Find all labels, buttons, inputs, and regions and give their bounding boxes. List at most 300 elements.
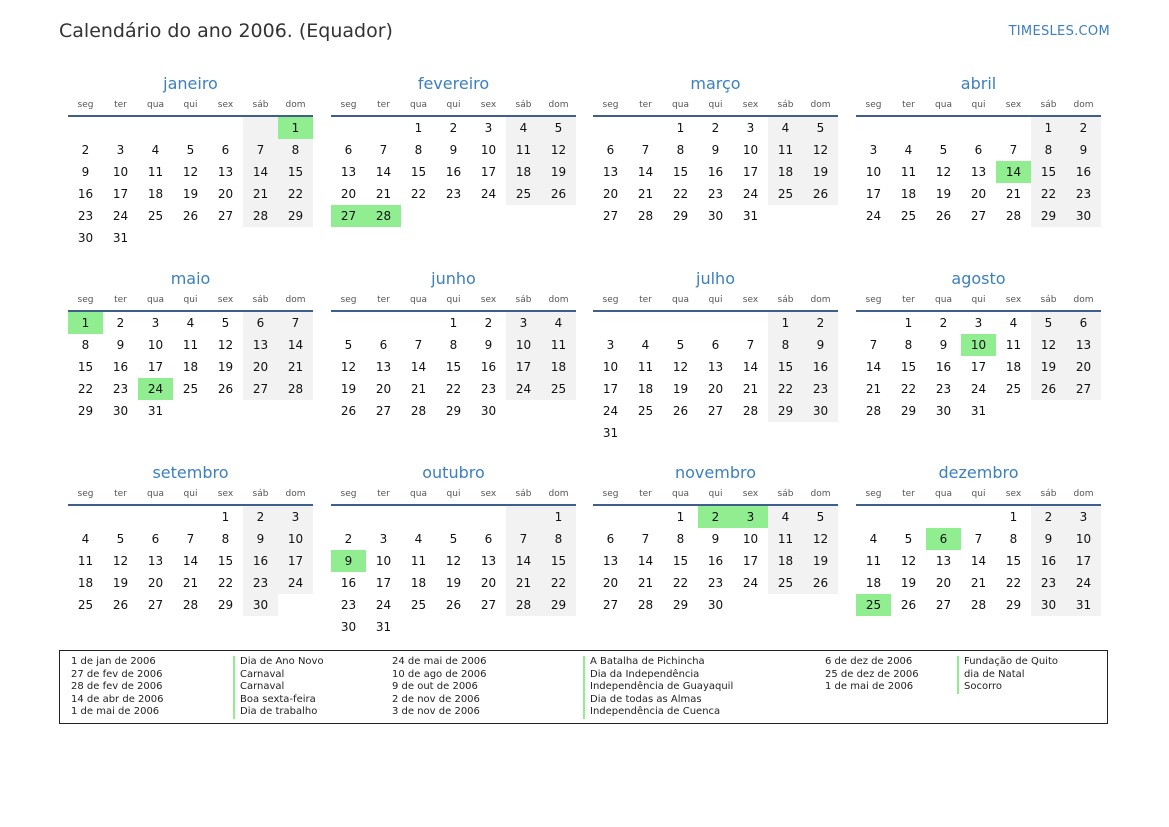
day-cell: 22 bbox=[672, 576, 689, 590]
weekday-label: dom bbox=[548, 100, 569, 110]
day-cell: 9 bbox=[1066, 139, 1101, 161]
day-cell: 22 bbox=[541, 572, 576, 594]
weekday-header bbox=[331, 488, 576, 506]
day-cell: 6 bbox=[379, 338, 388, 352]
day-cell: 11 bbox=[1005, 338, 1022, 352]
day-cell: 19 bbox=[1031, 356, 1066, 378]
day-cell: 19 bbox=[935, 187, 952, 201]
day-cell: 10 bbox=[375, 554, 392, 568]
day-cell: 22 bbox=[278, 183, 313, 205]
day-cell: 10 bbox=[602, 360, 619, 374]
day-cell: 28 bbox=[742, 404, 759, 418]
day-cell: 14 bbox=[375, 165, 392, 179]
day-cell: 13 bbox=[970, 165, 987, 179]
empty-cell bbox=[506, 205, 541, 227]
day-cell: 10 bbox=[865, 165, 882, 179]
empty-cell bbox=[436, 506, 471, 528]
day-cell: 11 bbox=[77, 554, 94, 568]
day-cell: 13 bbox=[243, 334, 278, 356]
day-cell: 5 bbox=[449, 532, 458, 546]
holiday-name: A Batalha de Pichincha bbox=[583, 656, 705, 669]
day-cell: 8 bbox=[541, 528, 576, 550]
day-cell: 15 bbox=[900, 360, 917, 374]
day-cell: 15 bbox=[1031, 161, 1066, 183]
day-cell: 24 bbox=[506, 378, 541, 400]
empty-cell bbox=[401, 312, 436, 334]
day-cell: 22 bbox=[410, 187, 427, 201]
empty-cell bbox=[803, 422, 838, 444]
weekday-label: qui bbox=[971, 489, 986, 499]
day-cell: 12 bbox=[340, 360, 357, 374]
day-cell: 19 bbox=[803, 550, 838, 572]
weekday-header bbox=[856, 99, 1101, 117]
weekday-label: qui bbox=[971, 100, 986, 110]
weekday-label: seg bbox=[77, 100, 94, 110]
empty-cell bbox=[768, 422, 803, 444]
weekday-label: ter bbox=[377, 295, 390, 305]
day-cell: 16 bbox=[243, 550, 278, 572]
day-cell: 1 bbox=[541, 506, 576, 528]
weekday-label: ter bbox=[377, 489, 390, 499]
weekday-label: ter bbox=[377, 100, 390, 110]
day-cell: 26 bbox=[803, 183, 838, 205]
weekday-label: seg bbox=[340, 489, 357, 499]
day-cell: 2 bbox=[484, 316, 493, 330]
holiday-date: 14 de abr de 2006 bbox=[71, 693, 164, 705]
day-cell: 28 bbox=[366, 205, 401, 227]
day-cell: 12 bbox=[935, 165, 952, 179]
day-cell: 30 bbox=[77, 231, 94, 245]
day-cell: 20 bbox=[970, 187, 987, 201]
day-cell: 27 bbox=[935, 598, 952, 612]
day-cell: 7 bbox=[1009, 143, 1018, 157]
empty-cell bbox=[961, 117, 996, 139]
day-cell: 3 bbox=[869, 143, 878, 157]
holiday-name: Fundação de Quito bbox=[957, 656, 1058, 669]
day-cell: 9 bbox=[331, 550, 366, 572]
empty-cell bbox=[208, 227, 243, 249]
month-name: janeiro bbox=[163, 74, 218, 93]
month-dezembro bbox=[856, 462, 1101, 616]
day-cell: 26 bbox=[803, 572, 838, 594]
day-cell: 12 bbox=[445, 554, 462, 568]
empty-cell bbox=[68, 117, 103, 139]
empty-cell bbox=[138, 506, 173, 528]
day-grid bbox=[856, 312, 1101, 422]
day-cell: 5 bbox=[803, 117, 838, 139]
day-cell: 15 bbox=[217, 554, 234, 568]
weekday-label: qui bbox=[708, 295, 723, 305]
month-julho bbox=[593, 268, 838, 444]
empty-cell bbox=[768, 594, 803, 616]
site-link[interactable]: TIMESLES.COM bbox=[1008, 24, 1110, 39]
day-cell: 10 bbox=[961, 334, 996, 356]
day-cell: 14 bbox=[637, 165, 654, 179]
month-maio bbox=[68, 268, 313, 422]
day-cell: 3 bbox=[746, 121, 755, 135]
day-cell: 23 bbox=[707, 187, 724, 201]
weekday-label: seg bbox=[77, 489, 94, 499]
weekday-label: sáb bbox=[777, 489, 794, 499]
empty-cell bbox=[1031, 400, 1066, 422]
day-cell: 9 bbox=[449, 143, 458, 157]
day-cell: 7 bbox=[243, 139, 278, 161]
empty-cell bbox=[733, 594, 768, 616]
day-cell: 18 bbox=[77, 576, 94, 590]
weekday-label: ter bbox=[639, 295, 652, 305]
day-cell: 21 bbox=[742, 382, 759, 396]
weekday-label: dom bbox=[810, 489, 831, 499]
empty-cell bbox=[593, 312, 628, 334]
day-cell: 24 bbox=[480, 187, 497, 201]
day-cell: 4 bbox=[186, 316, 195, 330]
empty-cell bbox=[366, 117, 401, 139]
weekday-label: qua bbox=[147, 100, 164, 110]
empty-cell bbox=[208, 400, 243, 422]
day-cell: 28 bbox=[278, 378, 313, 400]
day-cell: 13 bbox=[602, 554, 619, 568]
day-cell: 10 bbox=[147, 338, 164, 352]
month-name: junho bbox=[431, 269, 476, 288]
empty-cell bbox=[331, 117, 366, 139]
day-cell: 8 bbox=[768, 334, 803, 356]
day-cell: 27 bbox=[1066, 378, 1101, 400]
weekday-label: sáb bbox=[1040, 295, 1057, 305]
day-cell: 24 bbox=[602, 404, 619, 418]
weekday-label: qui bbox=[183, 295, 198, 305]
weekday-label: ter bbox=[114, 100, 127, 110]
day-cell: 18 bbox=[182, 360, 199, 374]
day-cell: 13 bbox=[375, 360, 392, 374]
day-cell: 29 bbox=[77, 404, 94, 418]
weekday-label: seg bbox=[602, 100, 619, 110]
day-cell: 28 bbox=[637, 598, 654, 612]
day-cell: 15 bbox=[541, 550, 576, 572]
day-cell: 28 bbox=[1005, 209, 1022, 223]
empty-cell bbox=[628, 422, 663, 444]
weekday-label: qua bbox=[672, 489, 689, 499]
day-cell: 30 bbox=[340, 620, 357, 634]
weekday-header bbox=[68, 99, 313, 117]
day-cell: 23 bbox=[445, 187, 462, 201]
day-cell: 29 bbox=[217, 598, 234, 612]
day-cell: 8 bbox=[221, 532, 230, 546]
month-name: julho bbox=[696, 269, 735, 288]
day-cell: 23 bbox=[243, 572, 278, 594]
day-cell: 5 bbox=[541, 117, 576, 139]
day-grid bbox=[331, 506, 576, 638]
empty-cell bbox=[173, 506, 208, 528]
day-cell: 17 bbox=[742, 165, 759, 179]
day-cell: 14 bbox=[182, 554, 199, 568]
day-cell: 24 bbox=[1066, 572, 1101, 594]
empty-cell bbox=[996, 117, 1031, 139]
holiday-date: 1 de jan de 2006 bbox=[71, 656, 156, 667]
empty-cell bbox=[803, 205, 838, 227]
day-cell: 11 bbox=[865, 554, 882, 568]
day-cell: 10 bbox=[742, 143, 759, 157]
day-cell: 8 bbox=[1031, 139, 1066, 161]
day-cell: 7 bbox=[414, 338, 423, 352]
day-cell: 1 bbox=[904, 316, 913, 330]
day-cell: 17 bbox=[506, 356, 541, 378]
day-cell: 10 bbox=[1066, 528, 1101, 550]
day-cell: 20 bbox=[602, 576, 619, 590]
weekday-label: ter bbox=[902, 100, 915, 110]
day-cell: 8 bbox=[81, 338, 90, 352]
empty-cell bbox=[173, 400, 208, 422]
day-cell: 4 bbox=[541, 312, 576, 334]
day-cell: 8 bbox=[449, 338, 458, 352]
day-cell: 11 bbox=[147, 165, 164, 179]
day-cell: 26 bbox=[112, 598, 129, 612]
holiday-date: 28 de fev de 2006 bbox=[71, 681, 163, 693]
day-cell: 6 bbox=[151, 532, 160, 546]
weekday-label: ter bbox=[639, 100, 652, 110]
day-cell: 23 bbox=[112, 382, 129, 396]
day-cell: 24 bbox=[970, 382, 987, 396]
empty-cell bbox=[856, 506, 891, 528]
day-cell: 26 bbox=[445, 598, 462, 612]
month-agosto bbox=[856, 268, 1101, 422]
day-cell: 18 bbox=[1005, 360, 1022, 374]
weekday-label: sex bbox=[1005, 489, 1022, 499]
empty-cell bbox=[173, 227, 208, 249]
day-cell: 22 bbox=[1005, 576, 1022, 590]
day-cell: 14 bbox=[996, 161, 1031, 183]
empty-cell bbox=[506, 400, 541, 422]
day-cell: 6 bbox=[711, 338, 720, 352]
month-name: maio bbox=[170, 269, 211, 288]
weekday-label: dom bbox=[548, 295, 569, 305]
day-cell: 31 bbox=[375, 620, 392, 634]
weekday-label: qua bbox=[410, 100, 427, 110]
day-grid bbox=[331, 117, 576, 227]
day-cell: 4 bbox=[904, 143, 913, 157]
month-name: setembro bbox=[152, 463, 229, 482]
day-grid bbox=[331, 312, 576, 422]
weekday-label: qui bbox=[446, 489, 461, 499]
weekday-label: sex bbox=[217, 100, 234, 110]
weekday-label: dom bbox=[285, 489, 306, 499]
weekday-label: qua bbox=[672, 295, 689, 305]
weekday-label: ter bbox=[902, 295, 915, 305]
day-cell: 3 bbox=[116, 143, 125, 157]
day-cell: 5 bbox=[1031, 312, 1066, 334]
month-setembro bbox=[68, 462, 313, 616]
day-cell: 12 bbox=[182, 165, 199, 179]
holiday-date: 1 de mai de 2006 bbox=[71, 706, 160, 718]
empty-cell bbox=[366, 312, 401, 334]
day-cell: 19 bbox=[672, 382, 689, 396]
day-cell: 15 bbox=[672, 554, 689, 568]
weekday-label: sex bbox=[217, 295, 234, 305]
day-cell: 17 bbox=[480, 165, 497, 179]
day-cell: 23 bbox=[935, 382, 952, 396]
day-cell: 12 bbox=[803, 528, 838, 550]
weekday-label: qua bbox=[147, 295, 164, 305]
weekday-label: seg bbox=[865, 489, 882, 499]
empty-cell bbox=[926, 506, 961, 528]
day-cell: 7 bbox=[278, 312, 313, 334]
weekday-label: dom bbox=[548, 489, 569, 499]
day-cell: 9 bbox=[81, 165, 90, 179]
day-cell: 6 bbox=[243, 312, 278, 334]
day-cell: 18 bbox=[147, 187, 164, 201]
weekday-label: dom bbox=[285, 295, 306, 305]
day-cell: 27 bbox=[707, 404, 724, 418]
day-cell: 17 bbox=[375, 576, 392, 590]
day-cell: 1 bbox=[1009, 510, 1018, 524]
day-cell: 23 bbox=[340, 598, 357, 612]
day-cell: 15 bbox=[77, 360, 94, 374]
month-name: abril bbox=[960, 74, 997, 93]
day-cell: 11 bbox=[768, 139, 803, 161]
weekday-label: seg bbox=[602, 489, 619, 499]
day-cell: 2 bbox=[803, 312, 838, 334]
weekday-label: seg bbox=[77, 295, 94, 305]
day-cell: 2 bbox=[939, 316, 948, 330]
day-cell: 12 bbox=[1031, 334, 1066, 356]
day-cell: 20 bbox=[147, 576, 164, 590]
day-cell: 9 bbox=[484, 338, 493, 352]
day-cell: 2 bbox=[449, 121, 458, 135]
empty-cell bbox=[891, 117, 926, 139]
day-cell: 19 bbox=[217, 360, 234, 374]
day-cell: 22 bbox=[77, 382, 94, 396]
day-cell: 15 bbox=[768, 356, 803, 378]
day-cell: 2 bbox=[344, 532, 353, 546]
day-cell: 3 bbox=[379, 532, 388, 546]
empty-cell bbox=[68, 506, 103, 528]
month-fevereiro bbox=[331, 73, 576, 227]
weekday-label: qua bbox=[935, 100, 952, 110]
day-cell: 27 bbox=[147, 598, 164, 612]
empty-cell bbox=[663, 312, 698, 334]
day-cell: 20 bbox=[1066, 356, 1101, 378]
day-cell: 13 bbox=[935, 554, 952, 568]
month-abril bbox=[856, 73, 1101, 227]
weekday-label: dom bbox=[1073, 489, 1094, 499]
day-cell: 16 bbox=[707, 165, 724, 179]
day-cell: 15 bbox=[278, 161, 313, 183]
day-grid bbox=[593, 117, 838, 227]
holiday-date: 10 de ago de 2006 bbox=[392, 668, 487, 680]
day-cell: 14 bbox=[410, 360, 427, 374]
holiday-date: 9 de out de 2006 bbox=[392, 681, 478, 693]
day-cell: 20 bbox=[375, 382, 392, 396]
day-cell: 31 bbox=[1066, 594, 1101, 616]
day-cell: 25 bbox=[410, 598, 427, 612]
day-grid bbox=[68, 312, 313, 422]
empty-cell bbox=[436, 616, 471, 638]
day-cell: 5 bbox=[904, 532, 913, 546]
day-cell: 29 bbox=[1005, 598, 1022, 612]
empty-cell bbox=[593, 117, 628, 139]
day-cell: 25 bbox=[541, 378, 576, 400]
day-cell: 28 bbox=[865, 404, 882, 418]
day-cell: 27 bbox=[375, 404, 392, 418]
weekday-header bbox=[331, 294, 576, 312]
day-cell: 17 bbox=[147, 360, 164, 374]
weekday-label: qua bbox=[410, 489, 427, 499]
day-cell: 31 bbox=[742, 209, 759, 223]
weekday-label: sáb bbox=[252, 489, 269, 499]
empty-cell bbox=[366, 506, 401, 528]
holiday-date: 3 de nov de 2006 bbox=[392, 706, 480, 718]
empty-cell bbox=[628, 506, 663, 528]
holiday-name: Independência de Cuenca bbox=[583, 706, 720, 719]
day-cell: 10 bbox=[742, 532, 759, 546]
day-cell: 14 bbox=[865, 360, 882, 374]
day-cell: 1 bbox=[414, 121, 423, 135]
weekday-label: seg bbox=[340, 100, 357, 110]
day-cell: 18 bbox=[768, 161, 803, 183]
day-cell: 25 bbox=[768, 183, 803, 205]
day-cell: 24 bbox=[742, 576, 759, 590]
day-cell: 25 bbox=[182, 382, 199, 396]
day-cell: 20 bbox=[243, 356, 278, 378]
day-cell: 27 bbox=[602, 598, 619, 612]
month-janeiro bbox=[68, 73, 313, 249]
day-cell: 19 bbox=[900, 576, 917, 590]
day-cell: 31 bbox=[112, 231, 129, 245]
weekday-label: sex bbox=[217, 489, 234, 499]
day-cell: 9 bbox=[711, 143, 720, 157]
day-cell: 6 bbox=[1066, 312, 1101, 334]
weekday-label: sex bbox=[480, 295, 497, 305]
day-cell: 26 bbox=[182, 209, 199, 223]
empty-cell bbox=[803, 594, 838, 616]
day-cell: 3 bbox=[1066, 506, 1101, 528]
day-cell: 30 bbox=[480, 404, 497, 418]
day-cell: 26 bbox=[217, 382, 234, 396]
empty-cell bbox=[663, 422, 698, 444]
holiday-date: 6 de dez de 2006 bbox=[825, 656, 913, 667]
day-cell: 25 bbox=[768, 572, 803, 594]
page-title: Calendário do ano 2006. (Equador) bbox=[59, 20, 393, 42]
weekday-label: qui bbox=[971, 295, 986, 305]
day-cell: 16 bbox=[707, 554, 724, 568]
day-cell: 19 bbox=[541, 161, 576, 183]
day-cell: 2 bbox=[81, 143, 90, 157]
day-cell: 16 bbox=[77, 187, 94, 201]
day-cell: 16 bbox=[480, 360, 497, 374]
day-cell: 27 bbox=[243, 378, 278, 400]
weekday-label: qui bbox=[446, 100, 461, 110]
weekday-label: sáb bbox=[1040, 489, 1057, 499]
empty-cell bbox=[401, 506, 436, 528]
weekday-label: ter bbox=[902, 489, 915, 499]
empty-cell bbox=[278, 227, 313, 249]
day-cell: 27 bbox=[331, 205, 366, 227]
day-cell: 17 bbox=[865, 187, 882, 201]
day-cell: 7 bbox=[746, 338, 755, 352]
day-cell: 17 bbox=[970, 360, 987, 374]
weekday-label: qua bbox=[410, 295, 427, 305]
empty-cell bbox=[471, 205, 506, 227]
day-cell: 21 bbox=[278, 356, 313, 378]
day-cell: 11 bbox=[182, 338, 199, 352]
holiday-name: Independência de Guayaquil bbox=[583, 681, 733, 694]
day-cell: 29 bbox=[672, 209, 689, 223]
day-cell: 22 bbox=[672, 187, 689, 201]
day-cell: 19 bbox=[803, 161, 838, 183]
day-cell: 6 bbox=[344, 143, 353, 157]
empty-cell bbox=[996, 400, 1031, 422]
day-cell: 21 bbox=[970, 576, 987, 590]
day-cell: 11 bbox=[768, 528, 803, 550]
